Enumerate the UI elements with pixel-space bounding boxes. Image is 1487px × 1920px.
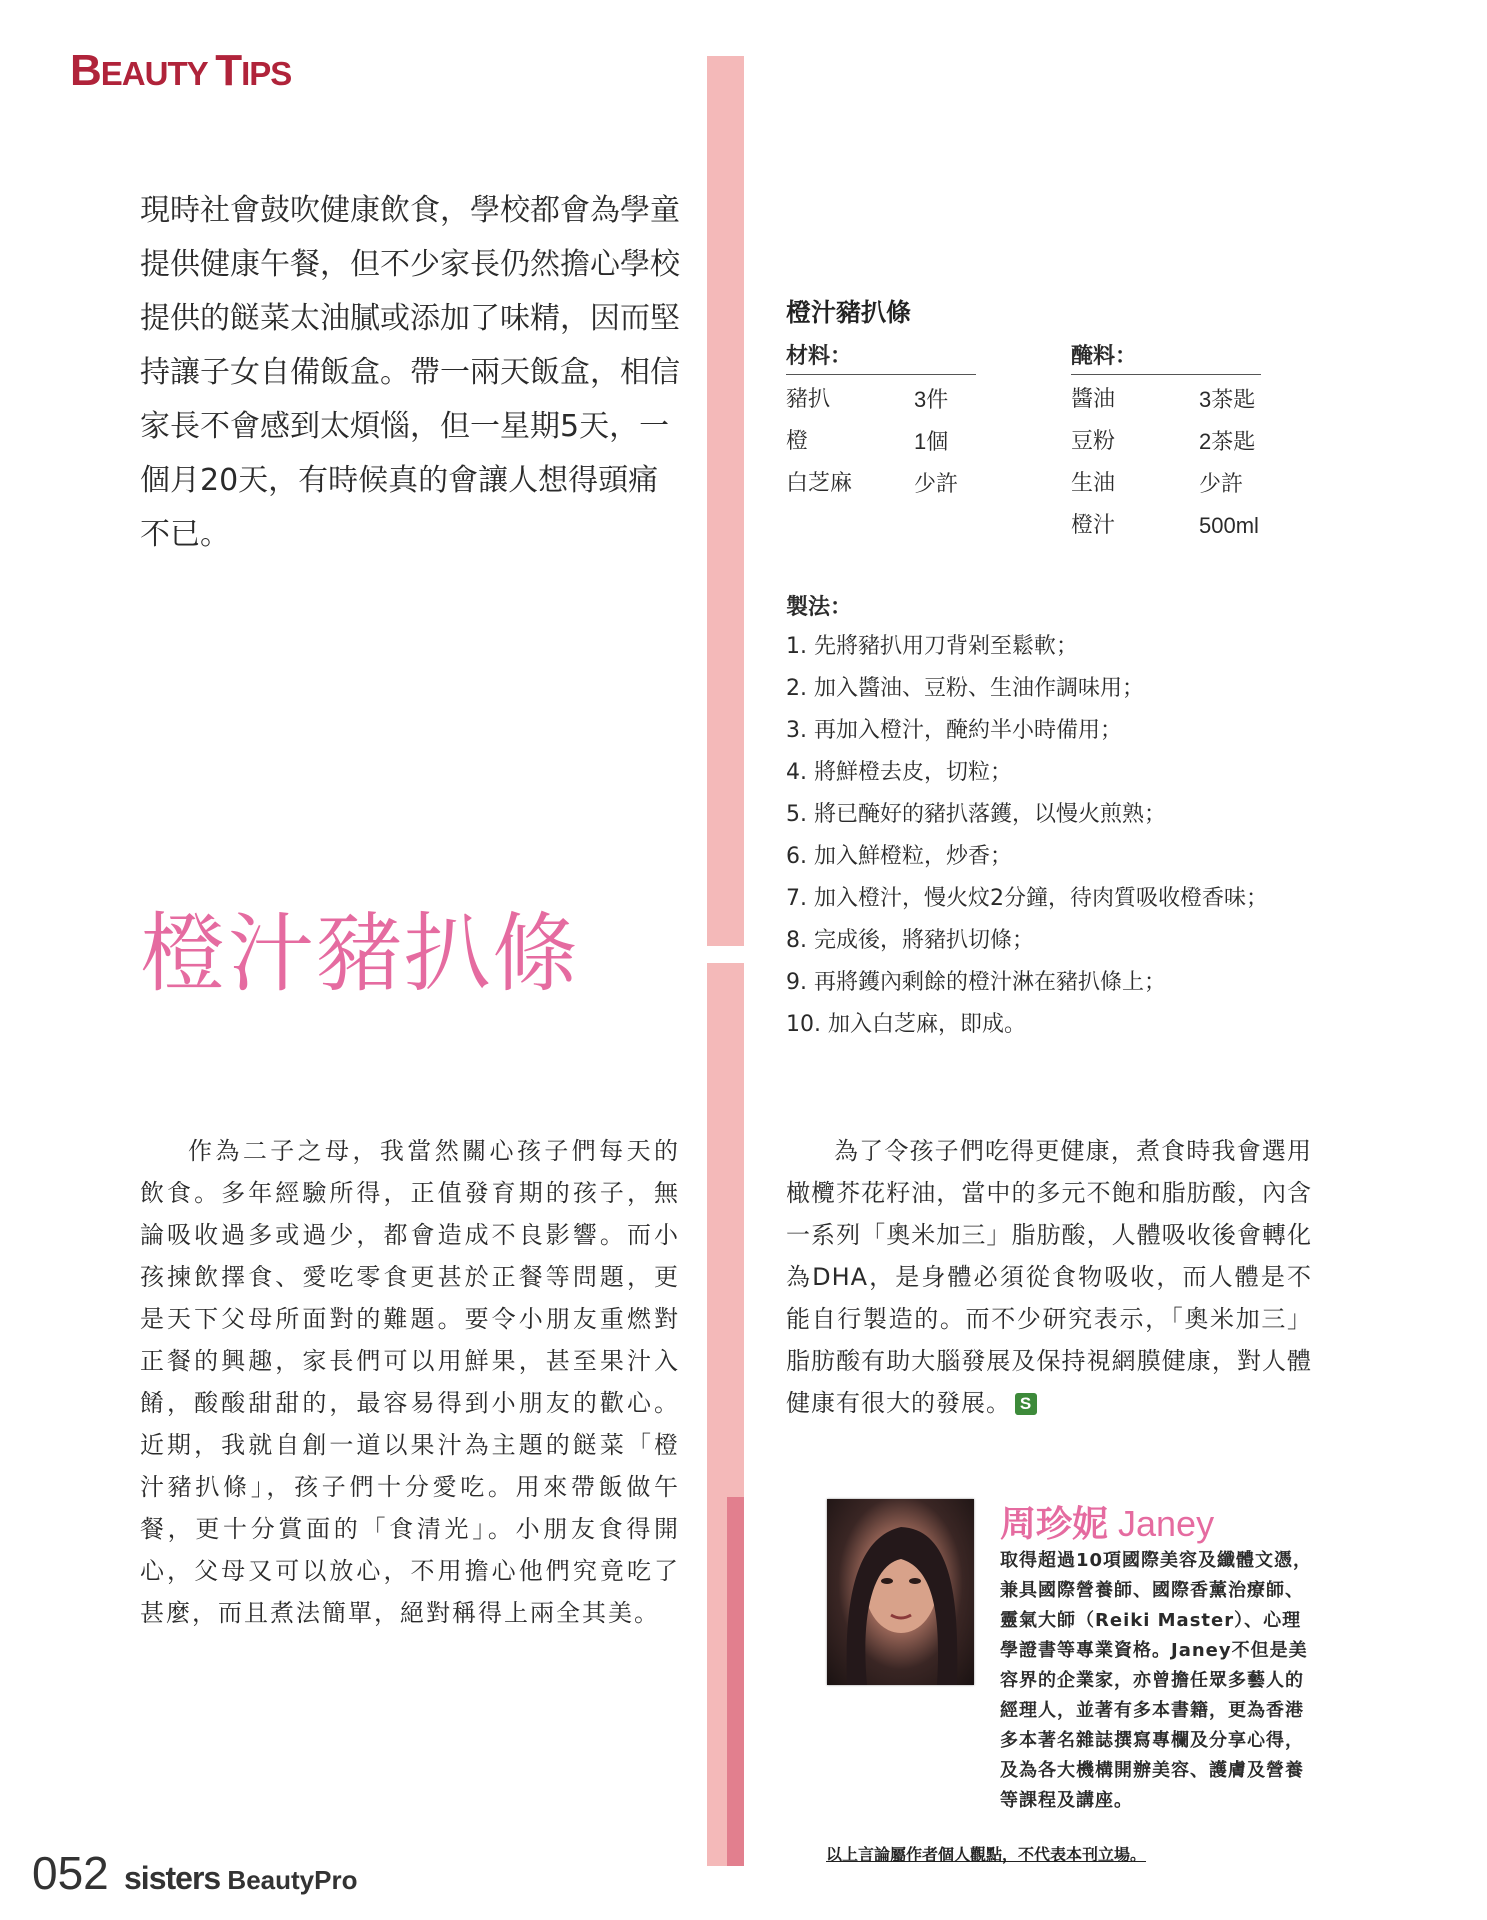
marinade-qty: 500ml (1199, 513, 1259, 538)
ingredient-row (786, 421, 976, 463)
magazine-brand (124, 1860, 357, 1897)
author-name (1000, 1496, 1214, 1547)
disclaimer: 以上言論屬作者個人觀點，不代表本刊立場。 (826, 1845, 1147, 1864)
page-number: 052 (32, 1847, 109, 1899)
marinade-name: 醬油 (1071, 387, 1116, 412)
ingredients-list (786, 339, 976, 505)
marinade-row (1071, 463, 1261, 505)
marinade-list (1071, 339, 1261, 547)
brand-main: sisters (124, 1860, 221, 1896)
method-step: 6. 加入鮮橙粒，炒香； (786, 844, 1012, 869)
ingredient-name: 白芝麻 (786, 471, 853, 496)
method-step: 10. 加入白芝麻，即成。 (786, 1012, 1026, 1037)
author-name-cn: 周珍妮 (1000, 1504, 1109, 1545)
column-divider-accent (727, 1497, 744, 1866)
method-step: 4. 將鮮橙去皮，切粒； (786, 760, 1012, 785)
method-step: 1. 先將豬扒用刀背剁至鬆軟； (786, 634, 1078, 659)
author-portrait-image (827, 1499, 974, 1685)
intro-paragraph: 現時社會鼓吹健康飲食，學校都會為學童提供健康午餐，但不少家長仍然擔心學校提供的餸菜太油膩或添加了味精，因而堅持讓子女自備飯盒。帶一兩天飯盒，相信家長不會感到太煩惱，但一星期5天，一個月20天，有時候真的會讓人想得頭痛不已。 (140, 193, 680, 552)
marinade-name: 豆粉 (1071, 429, 1116, 454)
method-step: 9. 再將鑊內剩餘的橙汁淋在豬扒條上； (786, 970, 1166, 995)
author-photo (827, 1499, 974, 1685)
oil-paragraph-text: 為了令孩子們吃得更健康，煮食時我會選用橄欖芥花籽油，當中的多元不飽和脂肪酸，內含一系列「奧米加三」脂肪酸，人體吸收後會轉化為DHA，是身體必須從食物吸收，而人體是不能自行製造的。而不少研究表示，「奧米加三」脂肪酸有助大腦發展及保持視網膜健康，對人體健康有很大的發展。 (786, 1137, 1312, 1417)
ingredient-qty: 3件 (914, 387, 949, 412)
ingredient-row (786, 379, 976, 421)
ingredient-qty: 少許 (914, 471, 959, 496)
brand-sub: BeautyPro (220, 1865, 358, 1895)
author-name-en: Janey (1108, 1503, 1215, 1544)
method-steps (786, 626, 1316, 1046)
method-step: 3. 再加入橙汁，醃約半小時備用； (786, 718, 1122, 743)
ingredient-name: 橙 (786, 429, 809, 454)
author-bio: 取得超過10項國際美容及纖體文憑，兼具國際營養師、國際香薰治療師、靈氣大師（Reiki Master）、心理學證書等專業資格。Janey不但是美容界的企業家，亦曾擔任眾多藝人的經理人，並著有多本書籍，更為香港多本著名雜誌撰寫專欄及分享心得，及為各大機構開辦美容、護膚及營養等課程及講座。 (1000, 1550, 1313, 1811)
story-paragraph: 作為二子之母，我當然關心孩子們每天的飲食。多年經驗所得，正值發育期的孩子，無論吸收過多或過少，都會造成不良影響。而小孩揀飲擇食、愛吃零食更甚於正餐等問題，更是天下父母所面對的難題。要令小朋友重燃對正餐的興趣，家長們可以用鮮果，甚至果汁入餚，酸酸甜甜的，最容易得到小朋友的歡心。近期，我就自創一道以果汁為主題的餸菜「橙汁豬扒條」，孩子們十分愛吃。用來帶飯做午餐，更十分賞面的「食清光」。小朋友食得開心，父母又可以放心，不用擔心他們究竟吃了甚麼，而且煮法簡單，絕對稱得上兩全其美。 (140, 1137, 680, 1627)
marinade-name: 橙汁 (1071, 513, 1116, 538)
method-step: 5. 將已醃好的豬扒落鑊，以慢火煎熟； (786, 802, 1166, 827)
method-step: 8. 完成後，將豬扒切條； (786, 928, 1034, 953)
marinade-qty: 2茶匙 (1199, 429, 1256, 454)
section-header: BEAUTY TIPS (70, 46, 292, 95)
method-step: 2. 加入醬油、豆粉、生油作調味用； (786, 676, 1144, 701)
marinade-name: 生油 (1071, 471, 1116, 496)
marinade-heading: 醃料： (1071, 339, 1261, 375)
ingredient-row (786, 463, 976, 505)
story-text (140, 1130, 680, 1634)
oil-text (786, 1130, 1312, 1424)
marinade-qty: 少許 (1199, 471, 1244, 496)
recipe-title: 橙汁豬扒條 (786, 298, 912, 327)
marinade-row (1071, 505, 1261, 547)
ingredient-name: 豬扒 (786, 387, 831, 412)
method-step: 7. 加入橙汁，慢火炆2分鐘，待肉質吸收橙香味； (786, 886, 1268, 911)
ingredients-heading: 材料： (786, 339, 976, 375)
oil-paragraph (786, 1130, 1312, 1424)
marinade-row (1071, 421, 1261, 463)
column-divider-top (707, 56, 744, 946)
method-heading: 製法： (786, 595, 853, 620)
marinade-qty: 3茶匙 (1199, 387, 1256, 412)
ingredient-qty: 1個 (914, 429, 949, 454)
marinade-row (1071, 379, 1261, 421)
sisters-end-mark-icon: S (1015, 1393, 1037, 1415)
dish-title: 橙汁豬扒條 (140, 904, 580, 1004)
